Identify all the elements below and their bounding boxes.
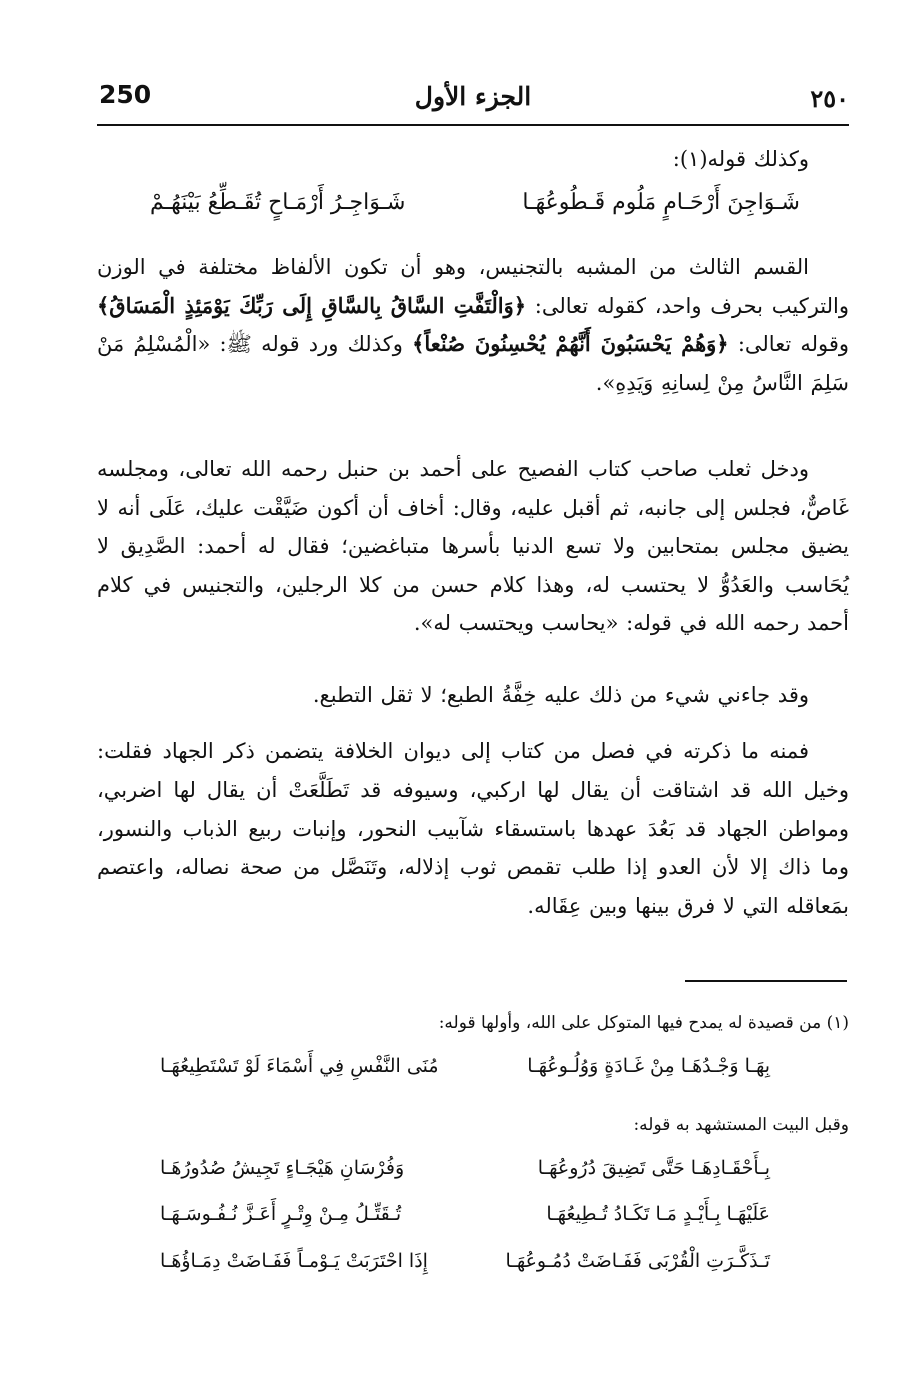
footnote-verse-3-a: تُـقَتِّـلُ مِـنْ وِتْـرٍ أَعَـزَّ نُـفُـوسَـهَـا xyxy=(160,1203,402,1225)
paragraph-2 xyxy=(97,450,849,643)
intro-line xyxy=(97,140,849,178)
paragraph-4 xyxy=(97,732,849,926)
page-title: الجزء الأول xyxy=(414,82,532,111)
p4-text: فمنه ما ذكرته في فصل من كتاب إلى ديوان الخلافة يتضمن ذكر الجهاد فقلت: وخيل الله قد اشتاقت أن يقال لها اركبي، وسيوفه قد تَطَلَّعَتْ أن يقال لها اضربي، ومواطن الجهاد قد بَعُدَ عهدها باستسقاء شآبيب النحور، وإنبات ربيع الذباب والنسور، وما ذاك إلا لأن العدو إذا طلب تقمص ثوب إذلاله، وتَنَصَّل من صحة نصاله، واعتصم بمَعاقله التي لا فرق بينها وبين عِقَاله. xyxy=(97,739,849,919)
footnote-note-2: وقبل البيت المستشهد به قوله: xyxy=(633,1115,849,1135)
footnote-verse-1 xyxy=(160,1055,770,1077)
intro-text: وكذلك قوله(١): xyxy=(672,147,809,171)
poem-verse xyxy=(150,190,800,215)
page-number-latin: 250 xyxy=(99,80,152,109)
p1-text-a: القسم الثالث من المشبه بالتجنيس، وهو أن تكون الألفاظ مختلفة في الوزن والتركيب بحرف واحد، كقوله تعالى: xyxy=(97,255,849,318)
footnote-verse-4-a: إِذَا احْتَرَبَتْ يَـوْمـاً فَفَـاضَتْ دِمَـاؤُهَـا xyxy=(160,1250,428,1272)
verse-hemistich-1: شَـوَاجِـرُ أَرْمَـاحٍ تُقَـطِّعُ بَيْنَهُـمْ xyxy=(150,190,406,215)
footnote-verse-4-b: تَـذَكَّـرَتِ الْقُرْبَى فَفَـاضَتْ دُمُـوعُهَـا xyxy=(505,1250,770,1272)
p2-text: ودخل ثعلب صاحب كتاب الفصيح على أحمد بن حنبل رحمه الله تعالى، ومجلسه غَاصٌّ، فجلس إلى جانبه، ثم أقبل عليه، وقال: أخاف أن أكون ضَيَّقْت عليك، عَلَى أنه لا يضيق مجلس بمتحابين ولا تسع الدنيا بأسرها متباغضين؛ فقال له أحمد: الصَّدِيق لا يُحَاسب والعَدُوُّ لا يحتسب له، وهذا كلام حسن من كلا الرجلين، والتجنيس في كلام أحمد رحمه الله في قوله: «يحاسب ويحتسب له». xyxy=(97,457,849,635)
footnote-verse-3-b: عَلَيْهَـا بِـأَيْـدٍ مَـا تَكَـادُ تُـطِيعُهَـا xyxy=(546,1203,770,1225)
quran-quote-2: ﴿وَهُمْ يَحْسَبُونَ أَنَّهُمْ يُحْسِنُونَ صُنْعاً﴾ xyxy=(412,331,729,356)
footnote-verse-2 xyxy=(160,1157,770,1179)
footnote-verse-1-b: بِهَـا وَجْـدُهَـا مِنْ غَـادَةٍ وَوُلُـوعُهَـا xyxy=(527,1055,770,1077)
quran-quote-1: ﴿وَالْتَفَّتِ السَّاقُ بِالسَّاقِ إِلَى رَبِّكَ يَوْمَئِذٍ الْمَسَاقُ﴾ xyxy=(97,292,527,318)
footnote-verse-4 xyxy=(160,1250,770,1272)
page-header xyxy=(97,80,849,124)
footnote-verse-2-a: وَفُرْسَانِ هَيْجَـاءٍ تَجِيشُ صُدُورُهَـا xyxy=(160,1157,405,1179)
p1-text-b: وقوله تعالى: xyxy=(737,332,850,356)
p1-text-c: وكذلك ورد قوله ﷺ: «الْمُسْلِمُ مَنْ سَلِمَ النَّاسُ مِنْ لِسانِهِ وَيَدِهِ». xyxy=(97,332,849,395)
footnote-1: (١) من قصيدة له يمدح فيها المتوكل على الله، وأولها قوله: xyxy=(438,1013,849,1033)
footnote-verse-1-a: مُنَى النَّفْسِ فِي أَسْمَاءَ لَوْ تَسْتَطِيعُهَـا xyxy=(160,1055,439,1077)
footnote-verse-2-b: بِـأَحْقَـادِهَـا حَتَّى تَضِيقَ دُرُوعُهَـا xyxy=(537,1157,770,1179)
footnote-rule xyxy=(685,980,847,982)
footnote-verse-3 xyxy=(160,1203,770,1225)
page-number-arabic: ٢٥٠ xyxy=(810,84,849,113)
p3-text: وقد جاءني شيء من ذلك عليه خِفَّةُ الطبع؛ لا ثقل التطبع. xyxy=(312,683,809,707)
header-rule xyxy=(97,124,849,126)
paragraph-1 xyxy=(97,248,849,402)
verse-hemistich-2: شَـوَاجِنَ أَرْحَـامٍ مَلُوم قَـطُوعُهَـا xyxy=(522,190,800,215)
paragraph-3 xyxy=(97,676,849,714)
